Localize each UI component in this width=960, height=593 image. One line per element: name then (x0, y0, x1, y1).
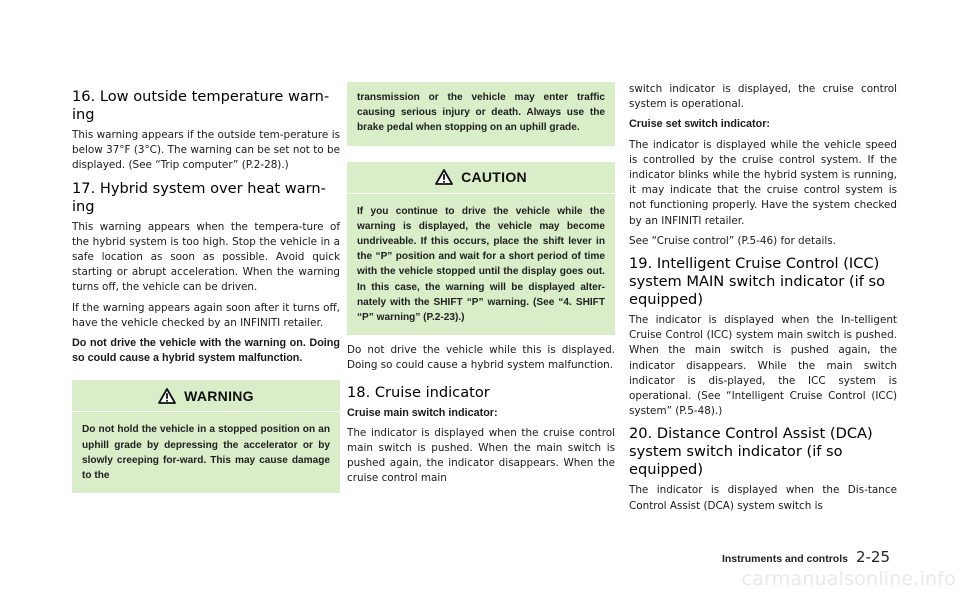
paragraph-18-continued: switch indicator is displayed, the cruise control system is operational. (629, 83, 897, 111)
heading-17: 17. Hybrid system over heat warn-ing (72, 179, 326, 215)
caution-body (347, 194, 615, 336)
heading-16: 16. Low outside temperature warn-ing (72, 88, 330, 123)
paragraph-19: The indicator is displayed when the In-telligent Cruise Control (ICC) system main switch is pushed. When the main switch is pushed again, the indicator disappears. While the main switch indicator is dis-played, the ICC system is operational. (See “Intelligent Cruise Control (ICC) system” (P.5-48).) (629, 314, 897, 418)
paragraph-17a: This warning appears when the tempera-ture of the hybrid system is too high. Stop the vehicle in a safe location as soon as possible. Avoid quick starting or abrupt acceleration. When the warning turns off, the vehicle can be driven. (72, 220, 340, 294)
page-footer (722, 548, 890, 566)
caution-title: CAUTION (461, 169, 527, 186)
heading-19: 19. Intelligent Cruise Control (ICC) system MAIN switch indicator (if so equipped) (629, 255, 885, 309)
paragraph-18b: The indicator is displayed while the vehicle speed is controlled by the cruise control system. If the indicator blinks while the hybrid system is running, it may indicate that the cruise control system is not functioning properly. Have the system checked by an INFINITI retailer. (629, 138, 897, 227)
warning-text-continued: transmission or the vehicle may enter traffic causing serious injury or death. Always use the brake pedal when stopping on an uphill grade. (357, 92, 605, 134)
column-left (72, 82, 340, 493)
paragraph-18: The indicator is displayed when the cruise control main switch is pushed. When the main switch is pushed again, the indicator disappears. When the cruise control main (347, 426, 615, 485)
heading-18: 18. Cruise indicator (347, 383, 490, 401)
page-number: 2-25 (855, 548, 890, 566)
watermark: carmanualsonline.info (741, 568, 956, 590)
heading-20: 20. Distance Control Assist (DCA) system switch indicator (if so equipped) (629, 425, 873, 479)
caution-triangle-icon (435, 169, 453, 185)
caution-box (347, 162, 615, 336)
warning-header (72, 380, 340, 412)
subheading-cruise-set: Cruise set switch indicator: (629, 118, 770, 131)
section-title: Instruments and controls (721, 553, 848, 565)
warning-text: Do not hold the vehicle in a stopped position on an uphill grade by depressing the accelerator or by slowly creeping for-ward. This may cause damage to the (82, 424, 330, 482)
column-middle (347, 82, 615, 492)
paragraph-18c: See “Cruise control” (P.5-46) for details. (629, 234, 836, 247)
paragraph-17c: Do not drive the vehicle with the warning on. Doing so could cause a hybrid system malfunction. (72, 337, 340, 365)
warning-triangle-icon (158, 388, 176, 404)
paragraph-16: This warning appears if the outside tem-perature is below 37°F (3°C). The warning can be set not to be displayed. (See “Trip computer” (P.2-28).) (72, 129, 340, 172)
caution-text: If you continue to drive the vehicle while the warning is displayed, the vehicle may become undriveable. If this occurs, place the shift lever in the “P” position and wait for a short period of time with the vehicle stopped until the display goes out. In this case, the warning will be displayed alter-nately with the SHIFT “P” warning. (See “4. SHIFT “P” warning” (P.2-23).) (357, 205, 605, 324)
caution-header (347, 162, 615, 194)
column-right (629, 82, 897, 519)
paragraph-20: The indicator is displayed when the Dis-tance Control Assist (DCA) system switch is (629, 484, 897, 512)
paragraph-17b: If the warning appears again soon after it turns off, have the vehicle checked by an INFINITI retailer. (72, 301, 340, 329)
paragraph-do-not-drive: Do not drive the vehicle while this is displayed. Doing so could cause a hybrid system malfunction. (347, 344, 615, 372)
warning-body (72, 412, 340, 493)
subheading-cruise-main: Cruise main switch indicator: (347, 406, 498, 419)
warning-title: WARNING (184, 387, 254, 404)
warning-box-continued (347, 82, 615, 146)
warning-box (72, 380, 340, 493)
